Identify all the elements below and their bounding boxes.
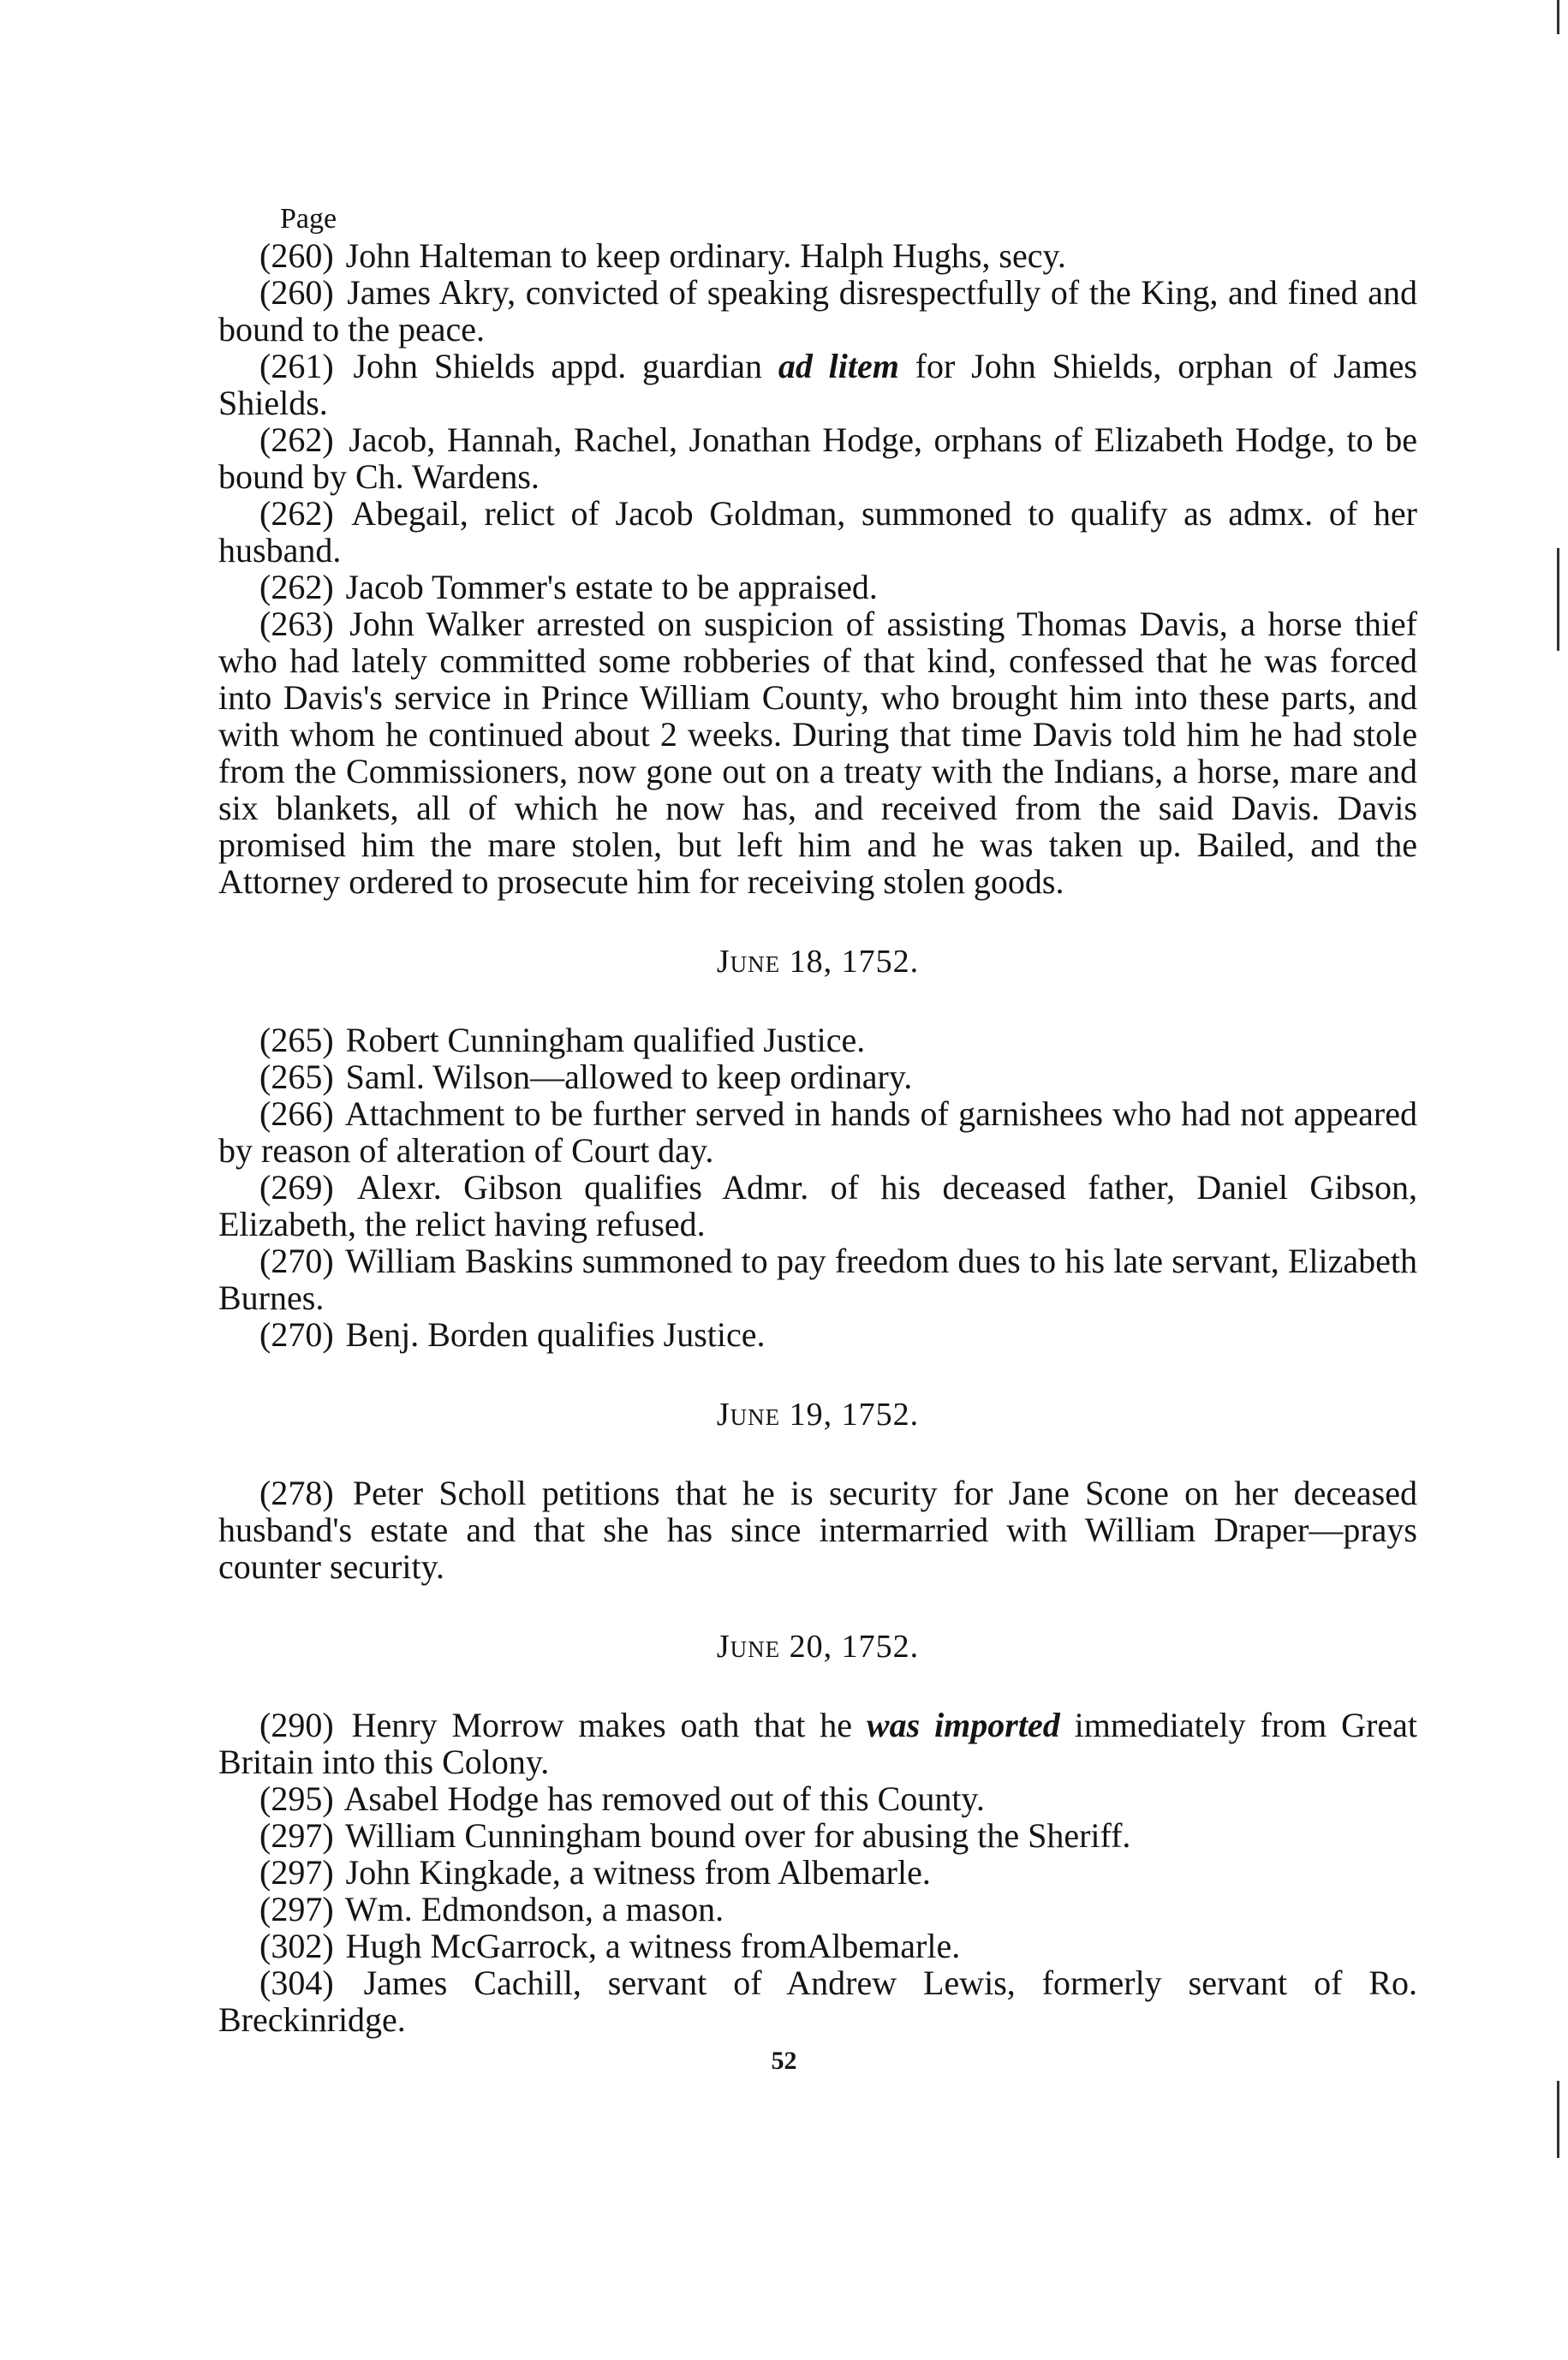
entry-page-ref: (263)	[259, 605, 334, 643]
entry-page-ref: (260)	[259, 273, 334, 312]
entry-text: John Halteman to keep ordinary. Halph Hughs, secy.	[345, 236, 1066, 275]
sections-container	[218, 237, 1417, 2038]
entry-text: James Cachill, servant of Andrew Lewis, formerly servant of Ro. Breckinridge.	[218, 1964, 1418, 2039]
entry-page-ref: (262)	[259, 420, 334, 459]
record-entry	[218, 605, 1417, 900]
record-entry	[218, 1316, 1417, 1353]
date-heading: June 20, 1752.	[716, 1629, 920, 1665]
date-heading: June 19, 1752.	[716, 1397, 920, 1433]
record-entry	[218, 1928, 1417, 1964]
record-entry	[218, 348, 1417, 421]
record-entry	[218, 1854, 1417, 1891]
entry-page-ref: (265)	[259, 1021, 334, 1059]
entry-page-ref: (278)	[259, 1474, 334, 1512]
entry-text: Benj. Borden qualifies Justice.	[345, 1315, 766, 1354]
record-entry	[218, 1058, 1417, 1095]
record-entry	[218, 274, 1417, 348]
entry-text: Jacob, Hannah, Rachel, Jonathan Hodge, orphans of Elizabeth Hodge, to be bound by Ch. Wardens.	[218, 420, 1417, 496]
entry-text: John Kingkade, a witness from Albemarle.	[345, 1853, 931, 1892]
entry-text: William Cunningham bound over for abusing the Sheriff.	[344, 1816, 1131, 1855]
page-body	[218, 201, 1417, 2038]
entry-text: immediately from Great Britain into this Colony.	[218, 1706, 1418, 1781]
entry-page-ref: (265)	[259, 1058, 334, 1096]
entry-italic-text: ad litem	[778, 347, 899, 385]
entry-page-ref: (262)	[259, 568, 334, 606]
entry-text: Attachment to be further served in hands of garnishees who had not appeared by reason of alteration of Court day.	[218, 1094, 1417, 1170]
entry-page-ref: (261)	[259, 347, 334, 385]
record-entry	[218, 237, 1417, 274]
record-entry	[218, 1095, 1417, 1169]
entry-page-ref: (297)	[259, 1853, 334, 1892]
entry-text: Jacob Tommer's estate to be appraised.	[345, 568, 878, 606]
entry-text: Henry Morrow makes oath that he	[351, 1706, 867, 1744]
record-entry	[218, 421, 1417, 495]
entry-page-ref: (270)	[259, 1315, 334, 1354]
entry-page-ref: (297)	[259, 1890, 334, 1928]
entry-text: James Akry, convicted of speaking disrespectfully of the King, and fined and bound to the peace.	[218, 273, 1417, 349]
entry-text: Alexr. Gibson qualifies Admr. of his deceased father, Daniel Gibson, Elizabeth, the relict having refused.	[218, 1168, 1417, 1243]
record-entry	[218, 1780, 1417, 1817]
scan-edge-mark	[1557, 2081, 1559, 2158]
record-entry	[218, 1891, 1417, 1928]
entry-text: Wm. Edmondson, a mason.	[344, 1890, 724, 1928]
scan-edge-mark	[1557, 0, 1559, 34]
page-number: 52	[771, 2047, 797, 2075]
entry-page-ref: (297)	[259, 1816, 334, 1855]
entry-text: Saml. Wilson—allowed to keep ordinary.	[345, 1058, 913, 1096]
entry-italic-text: was imported	[866, 1706, 1060, 1744]
page-label: Page	[280, 203, 337, 235]
entry-text: Abegail, relict of Jacob Goldman, summoned to qualify as admx. of her husband.	[218, 494, 1418, 569]
scan-edge-mark	[1557, 548, 1559, 651]
record-entry	[218, 1707, 1417, 1780]
entry-page-ref: (262)	[259, 494, 334, 533]
entry-page-ref: (270)	[259, 1242, 334, 1280]
entry-text: for John Shields, orphan of James Shields.	[218, 347, 1418, 422]
record-entry	[218, 1022, 1417, 1058]
entry-text: Robert Cunningham qualified Justice.	[345, 1021, 866, 1059]
record-entry	[218, 1243, 1417, 1316]
record-entry	[218, 1475, 1417, 1585]
entry-page-ref: (290)	[259, 1706, 334, 1744]
record-entry	[218, 1964, 1417, 2038]
record-entry	[218, 569, 1417, 605]
entry-page-ref: (295)	[259, 1779, 334, 1818]
entry-text: Peter Scholl petitions that he is security for Jane Scone on her deceased husband's estate and that she has since intermarried with William Draper—prays counter security.	[218, 1474, 1417, 1586]
entry-page-ref: (269)	[259, 1168, 334, 1207]
record-entry	[218, 1169, 1417, 1243]
entry-text: Hugh McGarrock, a witness fromAlbemarle.	[345, 1927, 961, 1965]
entry-page-ref: (260)	[259, 236, 334, 275]
entry-text: Asabel Hodge has removed out of this County.	[343, 1779, 985, 1818]
date-heading: June 18, 1752.	[716, 944, 920, 980]
entry-page-ref: (302)	[259, 1927, 334, 1965]
entry-page-ref: (266)	[259, 1094, 334, 1133]
record-entry	[218, 1817, 1417, 1854]
entry-page-ref: (304)	[259, 1964, 334, 2002]
record-entry	[218, 495, 1417, 569]
entry-text: William Baskins summoned to pay freedom dues to his late servant, Elizabeth Burnes.	[218, 1242, 1417, 1317]
entry-text: John Walker arrested on suspicion of assisting Thomas Davis, a horse thief who had lately committed some robberies of that kind, confessed that he was forced into Davis's service in Prince William County, who brought him into these parts, and with whom he continued about 2 weeks. During that time Davis told him he had stole from the Commissioners, now gone out on a treaty with the Indians, a horse, mare and six blankets, all of which he now has, and received from the said Davis. Davis promised him the mare stolen, but left him and he was taken up. Bailed, and the Attorney ordered to prosecute him for receiving stolen goods.	[218, 605, 1418, 901]
entry-text: John Shields appd. guardian	[353, 347, 778, 385]
